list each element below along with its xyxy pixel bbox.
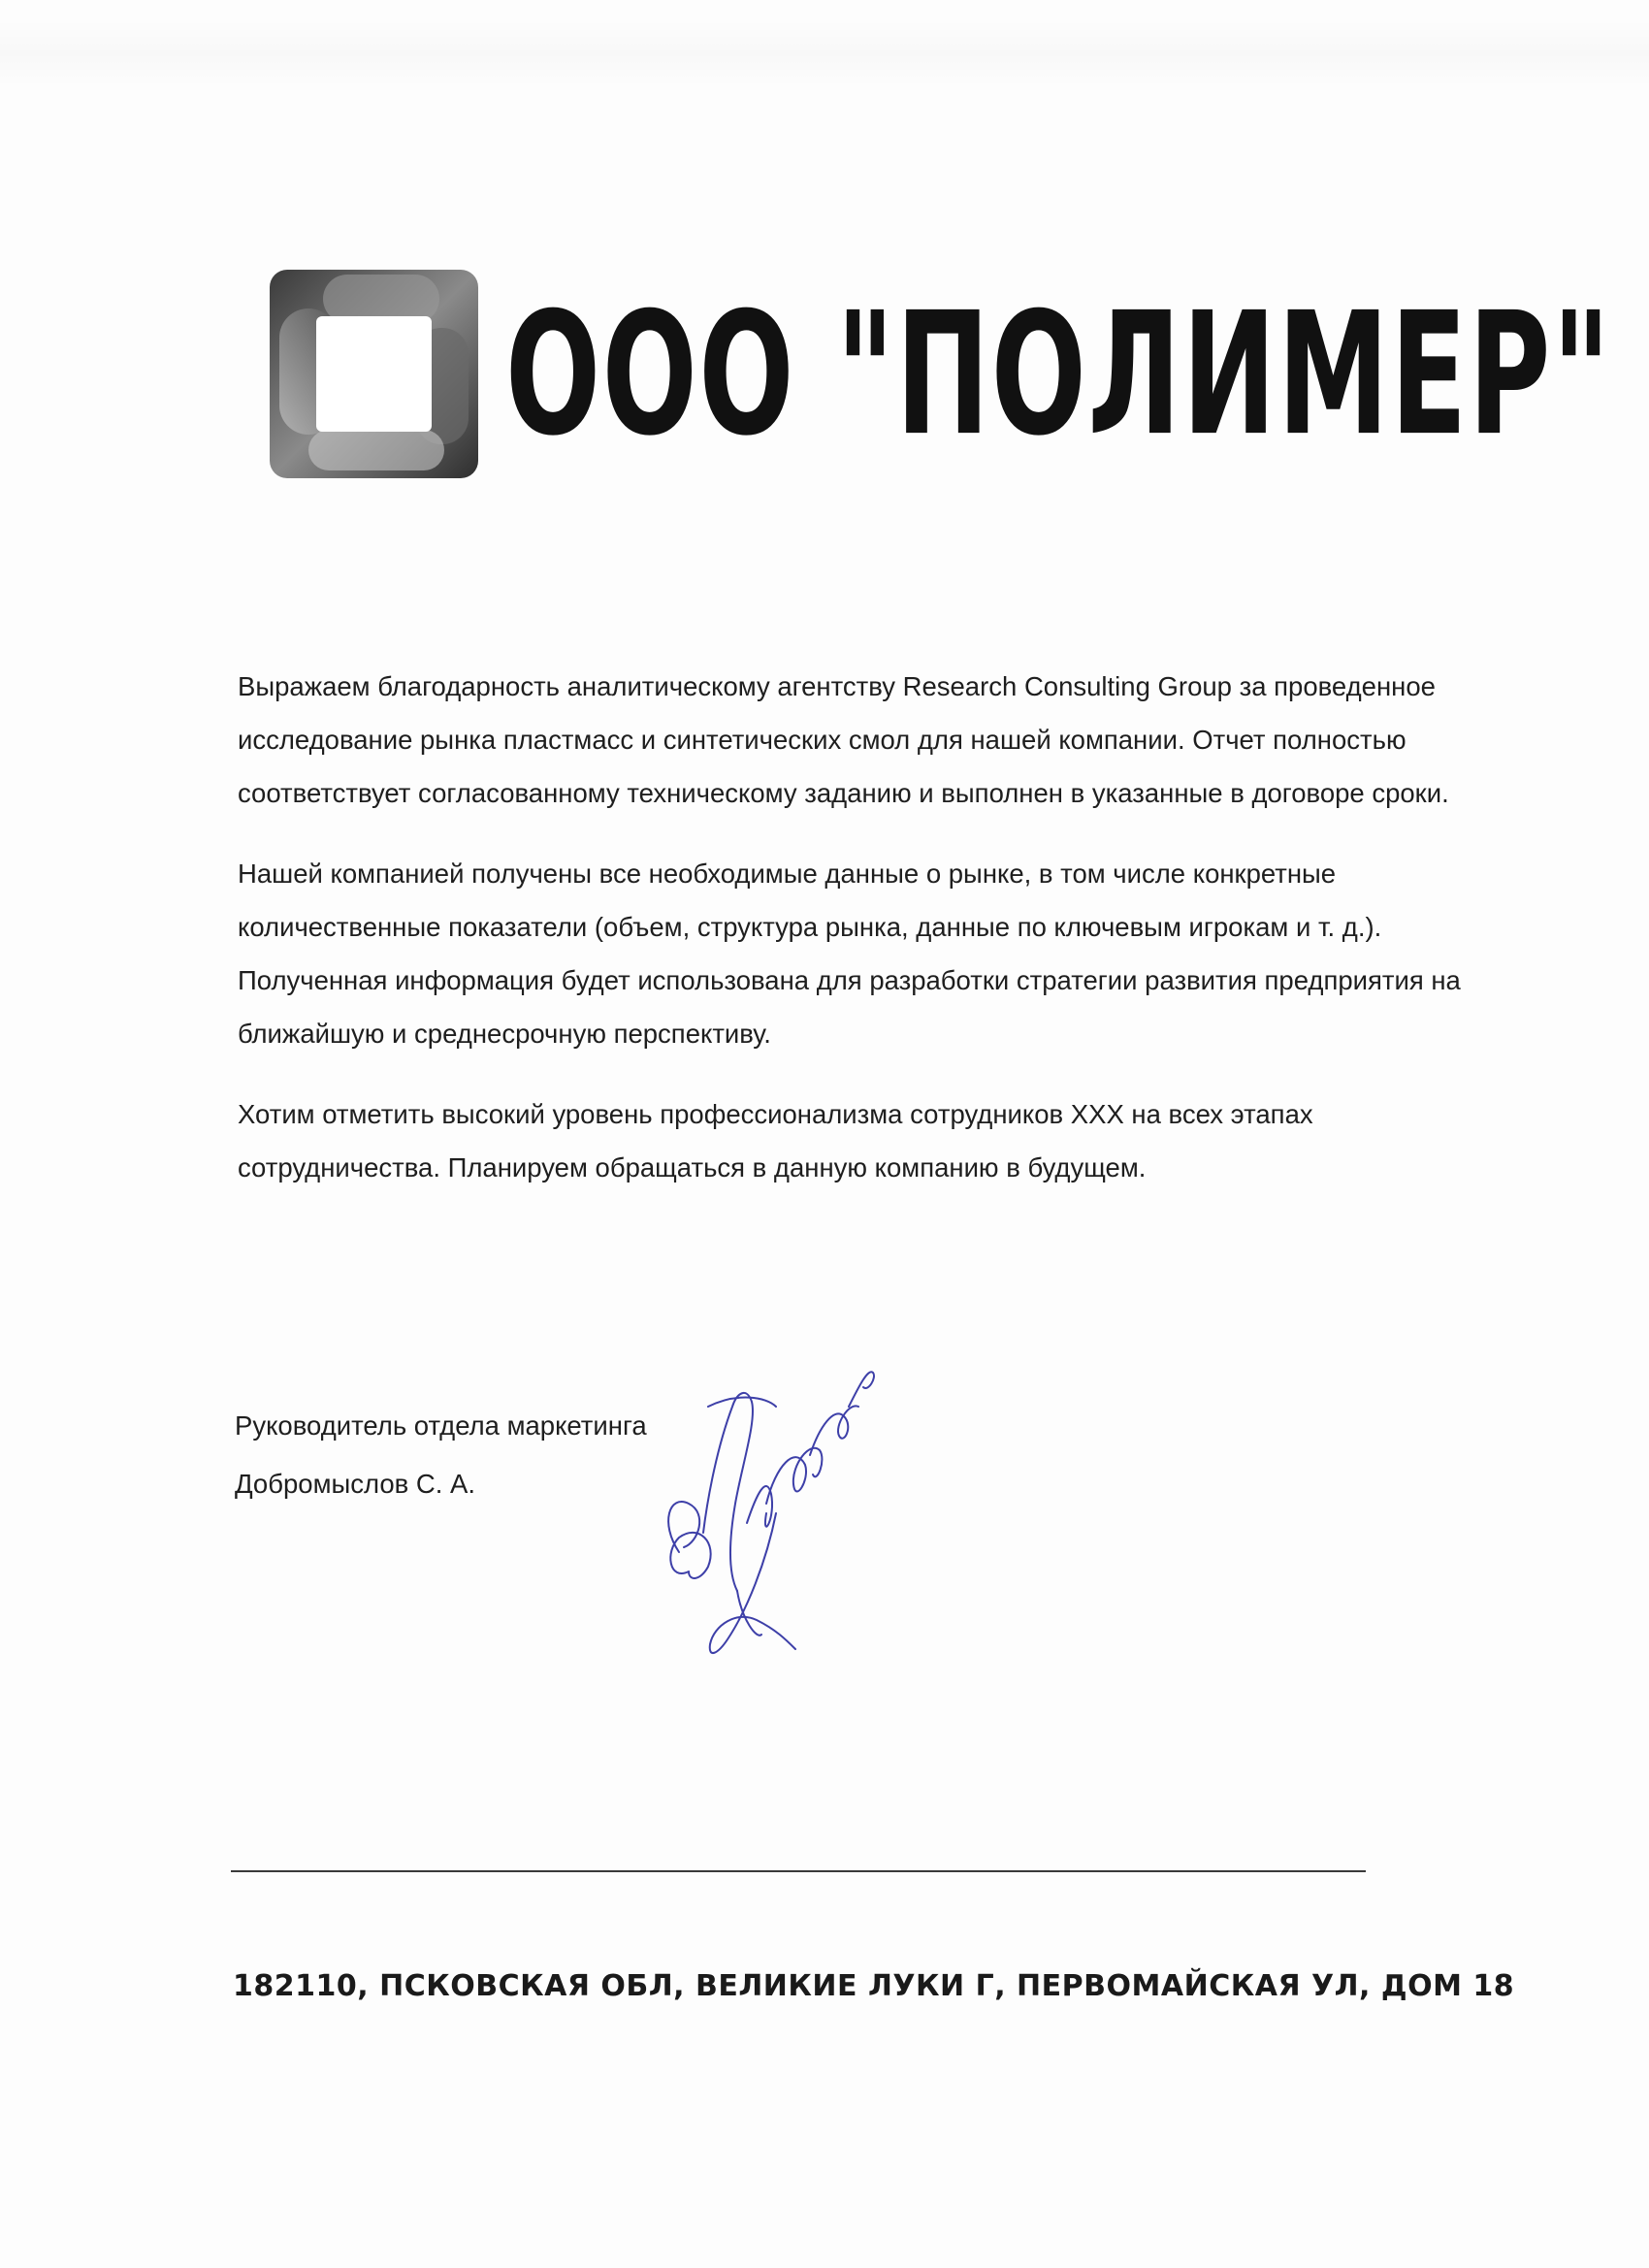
signatory-name: Добромыслов С. А.	[235, 1469, 476, 1499]
company-name: ООО "ПОЛИМЕР"	[505, 275, 1612, 472]
signatory-position: Руководитель отдела маркетинга	[235, 1410, 647, 1441]
square-frame-logo-icon	[270, 270, 478, 478]
letterhead	[270, 270, 1612, 478]
footer-divider	[231, 1870, 1366, 1872]
paragraph: Выражаем благодарность аналитическому агентству Research Consulting Group за проведенное исследование рынка пластмасс и синтетических смол для нашей компании. Отчет полностью соответствует согласованному техническому заданию и выполнен в указанные в договоре сроки.	[238, 671, 1449, 808]
paragraph: Нашей компанией получены все необходимые данные о рынке, в том числе конкретные количественные показатели (объем, структура рынка, данные по ключевым игрокам и т. д.). Полученная информация будет использована для разработки стратегии развития предприятия на ближайшую и среднесрочную перспективу.	[238, 859, 1461, 1049]
handwritten-signature	[650, 1348, 902, 1698]
scan-artifact	[0, 19, 1649, 87]
signatory-block	[235, 1397, 647, 1513]
letter-body	[238, 660, 1499, 1221]
company-address: 182110, ПСКОВСКАЯ ОБЛ, ВЕЛИКИЕ ЛУКИ Г, ПЕРВОМАЙСКАЯ УЛ, ДОМ 18	[233, 1969, 1515, 2003]
paragraph: Хотим отметить высокий уровень профессионализма сотрудников XXX на всех этапах сотрудничества. Планируем обращаться в данную компанию в будущем.	[238, 1099, 1313, 1183]
